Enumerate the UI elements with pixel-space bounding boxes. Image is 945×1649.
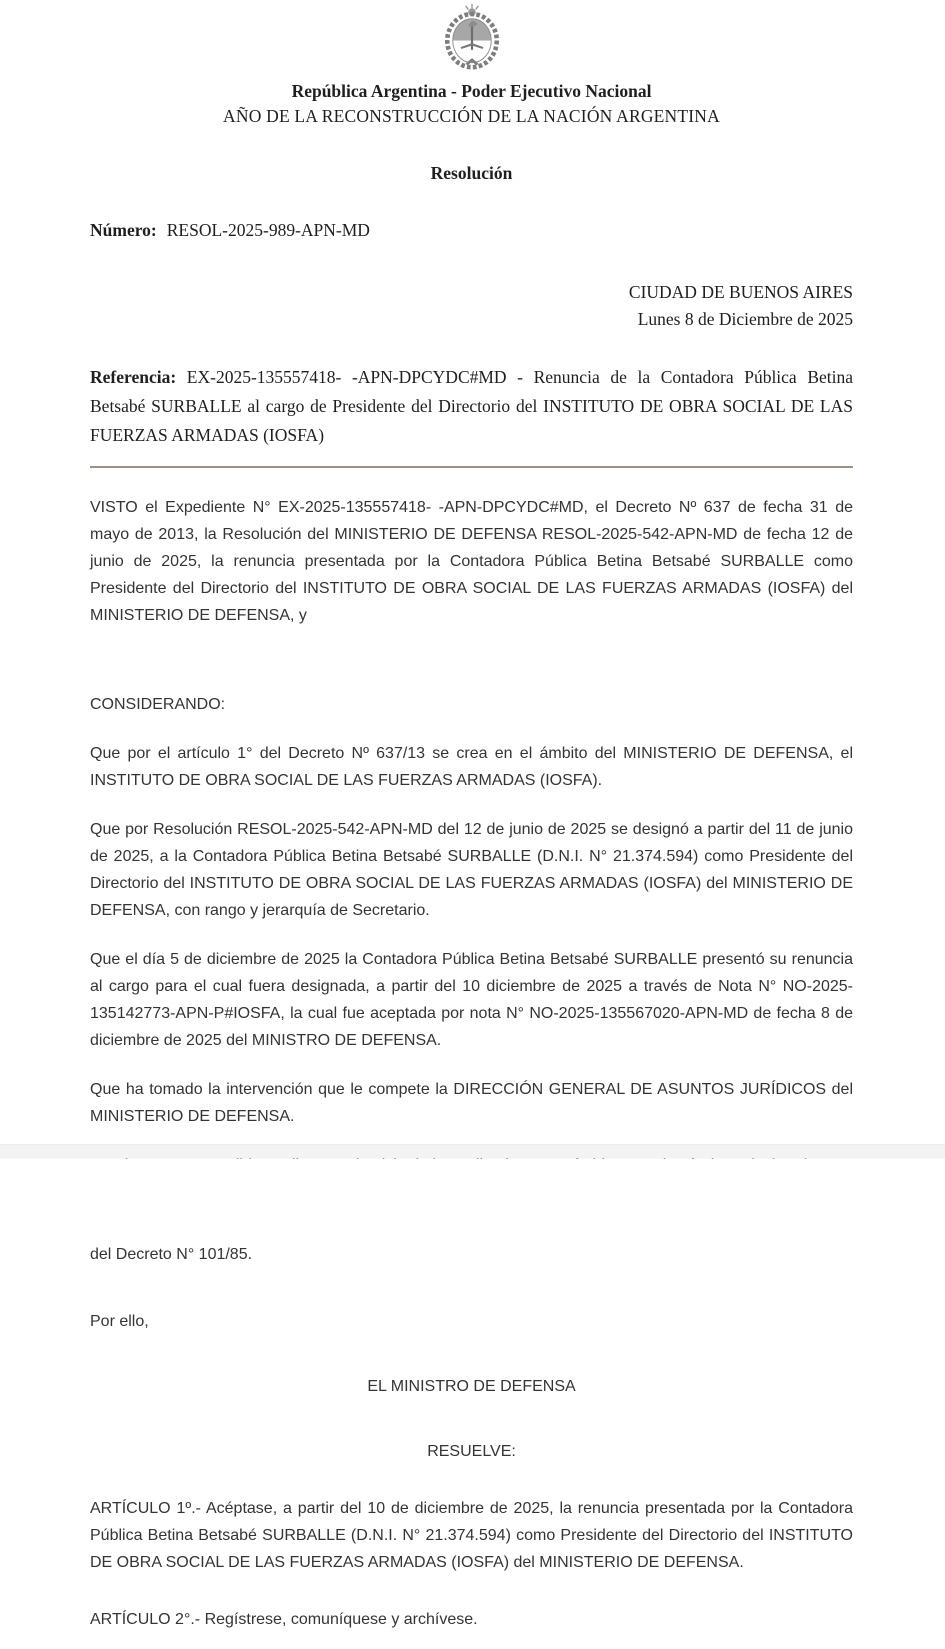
visto-paragraph: VISTO el Expediente N° EX-2025-135557418- -APN-DPCYDC#MD, el Decreto Nº 637 de fecha 31 de mayo de 2013, la Resolución del MINISTERIO DE DEFENSA RESOL-2025-542-APN-MD de fecha 12 de junio de 2025, la renuncia presentada por la Contadora Pública Betina Betsabé SURBALLE como Presidente del Directorio del INSTITUTO DE OBRA SOCIAL DE LAS FUERZAS ARMADAS (IOSFA) del MINISTERIO DE DEFENSA, y	[90, 499, 853, 624]
considerando-heading: CONSIDERANDO:	[90, 696, 226, 713]
document-number-row	[90, 220, 853, 241]
considerando-paragraph: Que por Resolución RESOL-2025-542-APN-MD del 12 de junio de 2025 se designó a partir del 11 de junio de 2025, a la Contadora Pública Betina Betsabé SURBALLE (D.N.I. N° 21.374.594) como Presidente del Directorio del INSTITUTO DE OBRA SOCIAL DE LAS FUERZAS ARMADAS (IOSFA) del MINISTERIO DE DEFENSA, con rango y jerarquía de Secretario.	[90, 821, 853, 919]
number-label: Número:	[90, 220, 157, 240]
reference-label: Referencia:	[90, 367, 177, 387]
org-line-2: AÑO DE LA RECONSTRUCCIÓN DE LA NACIÓN ARGENTINA	[223, 106, 720, 126]
considerando-paragraph: Que por el artículo 1° del Decreto Nº 637/13 se crea en el ámbito del MINISTERIO DE DEFENSA, el INSTITUTO DE OBRA SOCIAL DE LAS FUERZAS ARMADAS (IOSFA).	[90, 745, 853, 789]
header-divider	[90, 466, 853, 468]
resolution-body-page-1	[90, 494, 853, 1179]
considerando-paragraph: Que el día 5 de diciembre de 2025 la Contadora Pública Betina Betsabé SURBALLE presentó su renuncia al cargo para el cual fuera designada, a partir del 10 diciembre de 2025 a través de Nota N° NO-2025-135142773-APN-P#IOSFA, la cual fue aceptada por nota N° NO-2025-135567020-APN-MD de fecha 8 de diciembre de 2025 del MINISTRO DE DEFENSA.	[90, 951, 853, 1049]
date-line: Lunes 8 de Diciembre de 2025	[637, 309, 853, 329]
place-date-block	[90, 279, 853, 333]
document-page-2	[0, 1159, 945, 1649]
number-value: RESOL-2025-989-APN-MD	[166, 220, 370, 240]
por-ello-line: Por ello,	[90, 1313, 149, 1330]
org-line-1: República Argentina - Poder Ejecutivo Nacional	[291, 81, 652, 101]
city-line: CIUDAD DE BUENOS AIRES	[628, 282, 853, 302]
document-type-title: Resolución	[430, 163, 513, 183]
document-header	[90, 4, 853, 184]
reference-text: EX-2025-135557418- -APN-DPCYDC#MD - Renuncia de la Contadora Pública Betina Betsabé SURBALLE al cargo de Presidente del Directorio del INSTITUTO DE OBRA SOCIAL DE LAS FUERZAS ARMADAS (IOSFA)	[90, 367, 853, 445]
considerando-paragraph: Que ha tomado la intervención que le compete la DIRECCIÓN GENERAL DE ASUNTOS JURÍDICOS del MINISTERIO DE DEFENSA.	[90, 1081, 853, 1125]
authority-line: EL MINISTRO DE DEFENSA	[367, 1378, 576, 1395]
resuelve-heading: RESUELVE:	[427, 1443, 516, 1460]
article-paragraph: ARTÍCULO 1º.- Acéptase, a partir del 10 de diciembre de 2025, la renuncia presentada por la Contadora Pública Betina Betsabé SURBALLE (D.N.I. N° 21.374.594) como Presidente del Directorio del INSTITUTO DE OBRA SOCIAL DE LAS FUERZAS ARMADAS (IOSFA) del MINISTERIO DE DEFENSA.	[90, 1500, 853, 1571]
article-paragraph: ARTÍCULO 2°.- Regístrese, comuníquese y archívese.	[90, 1611, 478, 1628]
coat-of-arms-icon	[425, 57, 519, 74]
reference-block	[90, 363, 853, 450]
continuation-paragraph: del Decreto N° 101/85.	[90, 1246, 253, 1263]
resolution-body-page-2	[90, 1241, 853, 1633]
